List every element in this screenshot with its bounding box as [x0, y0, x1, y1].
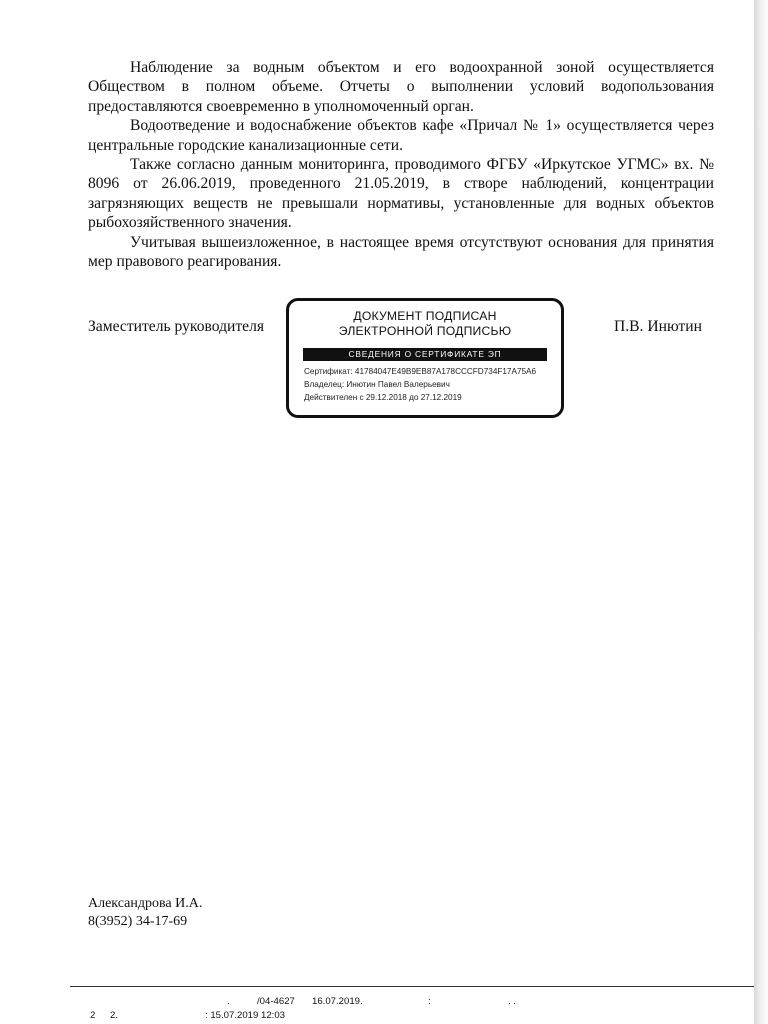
executor-phone: 8(3952) 34-17-69 [88, 914, 188, 929]
electronic-signature-stamp [286, 298, 564, 418]
stamp-heading-line1: ДОКУМЕНТ ПОДПИСАН [353, 309, 497, 323]
paragraph-ugms-data: Также согласно данным мониторинга, проводимого ФГБУ «Иркутское УГМС» вх. № 8096 от 26.06.2019, проведенного 21.05.2019, в створе наблюдений, концентрации загрязняющих веществ не превышали нормативы, установленные для водных объектов рыбохозяйственного значения. [88, 156, 714, 232]
signatory-position: Заместитель руководителя [88, 318, 265, 335]
footer-dot: . [227, 996, 230, 1007]
page-edge-shadow [754, 0, 768, 1024]
paragraph-water-supply: Водоотведение и водоснабжение объектов кафе «Причал № 1» осуществляется через центральные городские канализационные сети. [88, 117, 714, 154]
signatory-name: П.В. Инютин [614, 318, 702, 335]
paragraph-conclusion: Учитывая вышеизложенное, в настоящее время отсутствуют основания для принятия мер правового реагирования. [88, 233, 714, 271]
footer-dots: . . [508, 996, 516, 1007]
document-body [88, 58, 714, 271]
footer-timestamp: : 15.07.2019 12:03 [205, 1010, 286, 1021]
stamp-validity: Действителен с 29.12.2018 до 27.12.2019 [304, 393, 462, 402]
footer-colon: : [428, 996, 431, 1007]
executor-block [88, 895, 202, 931]
footer-registration-date: 16.07.2019. [312, 996, 363, 1007]
paragraph-monitoring: Наблюдение за водным объектом и его водоохранной зоной осуществляется Обществом в полном объеме. Отчеты о выполнении условий водопользования предоставляются своевременно в уполномоченный орган. [88, 59, 714, 115]
executor-name: Александрова И.А. [88, 896, 203, 911]
footer-page-total: 2. [110, 1010, 119, 1021]
stamp-certificate-header: СВЕДЕНИЯ О СЕРТИФИКАТЕ ЭП [303, 348, 547, 361]
footer-registration-number: /04-4627 [257, 996, 295, 1007]
footer-page-number: 2 [90, 1010, 96, 1021]
stamp-owner: Владелец: Инютин Павел Валерьевич [304, 380, 450, 389]
stamp-heading-line2: ЭЛЕКТРОННОЙ ПОДПИСЬЮ [338, 324, 512, 338]
stamp-certificate-number: Сертификат: 41784047E49B9EB87A178CCCFD734F17A75A6 [304, 367, 537, 376]
footer-divider [70, 986, 754, 987]
stamp-heading [289, 309, 561, 339]
